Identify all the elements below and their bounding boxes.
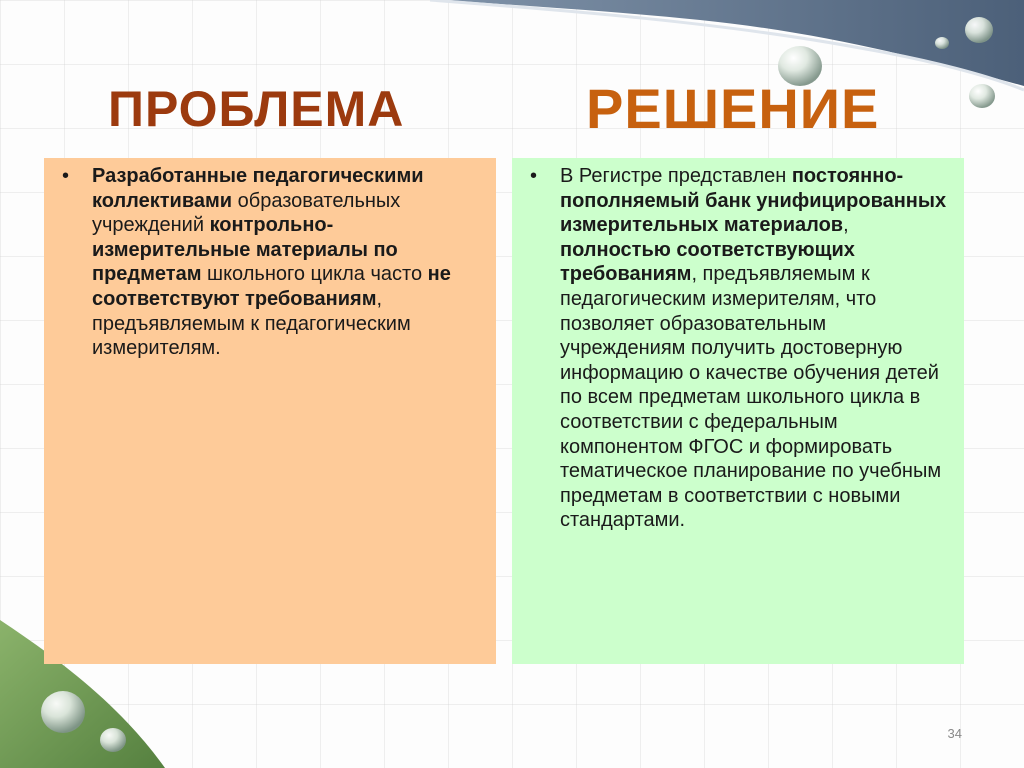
problem-segment: Разработанные педагогическими коллективами — [92, 165, 424, 212]
solution-segment: , — [843, 214, 849, 237]
water-drop — [965, 17, 993, 43]
solution-panel — [512, 158, 964, 664]
water-drop — [935, 37, 949, 49]
water-drop — [100, 728, 126, 752]
problem-title: ПРОБЛЕМА — [108, 81, 405, 137]
problem-bullet-item — [62, 164, 486, 361]
problem-segment: не соответствуют требованиям — [92, 263, 451, 310]
solution-segment: , предъявляемым к педагогическим измерителям, что позволяет образовательным учреждениям получить достоверную информацию о качестве обучения детей по всем предметам школьного цикла в соответствии с федеральным компонентом ФГОС и формировать тематическое планирование по учебным предметам в соответствии с новыми стандартами. — [560, 263, 942, 532]
bullet-marker: • — [62, 165, 70, 187]
problem-segment: образовательных учреждений — [92, 189, 401, 237]
water-drop — [969, 84, 995, 108]
problem-panel — [44, 158, 496, 664]
solution-text — [560, 164, 954, 533]
solution-title: РЕШЕНИЕ — [586, 77, 880, 140]
solution-segment: полностью соответствующих требованиям — [560, 238, 855, 286]
problem-segment: , предъявляемым к педагогическим измерителям. — [92, 287, 411, 360]
problem-segment: школьного цикла часто — [201, 263, 428, 286]
solution-segment: постоянно-пополняемый банк унифицированных измерительных материалов — [560, 165, 947, 237]
bullet-marker: • — [530, 165, 538, 187]
water-drop — [41, 691, 85, 733]
page-number: 34 — [947, 726, 962, 741]
solution-bullet-item — [530, 164, 954, 533]
solution-segment: В Регистре представлен — [560, 165, 792, 187]
problem-text — [92, 164, 486, 361]
problem-segment: контрольно-измерительные материалы по предметам — [92, 214, 398, 286]
